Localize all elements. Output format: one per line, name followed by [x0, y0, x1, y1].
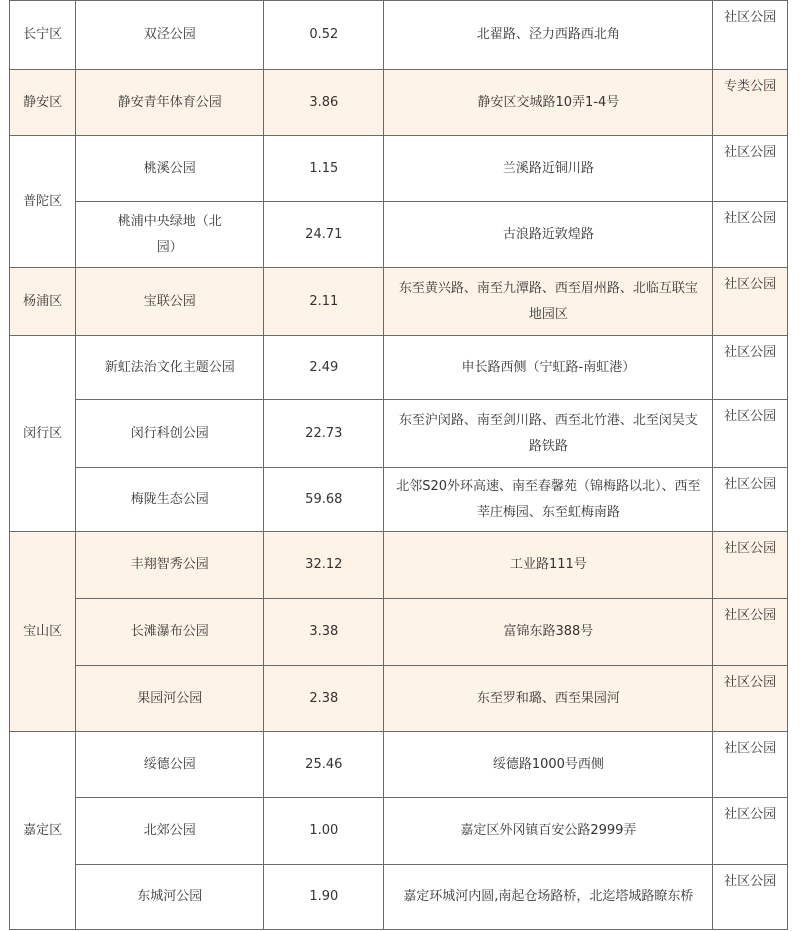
location-cell: 申长路西侧（宁虹路-南虹港） — [384, 336, 713, 400]
table-row — [10, 532, 788, 599]
location-cell: 兰溪路近铜川路 — [384, 136, 713, 202]
area-cell: 2.49 — [264, 336, 384, 400]
park-name-cell: 桃浦中央绿地（北园） — [76, 202, 264, 268]
park-type-cell: 社区公园 — [713, 202, 788, 268]
park-name-cell: 静安青年体育公园 — [76, 70, 264, 136]
table-row — [10, 468, 788, 532]
area-cell: 3.86 — [264, 70, 384, 136]
location-cell: 富锦东路388号 — [384, 599, 713, 666]
district-cell: 普陀区 — [10, 136, 76, 268]
park-type-cell: 社区公园 — [713, 136, 788, 202]
park-name-cell: 东城河公园 — [76, 865, 264, 930]
park-name-cell: 宝联公园 — [76, 268, 264, 336]
area-cell: 0.52 — [264, 1, 384, 70]
park-name-cell: 果园河公园 — [76, 666, 264, 732]
area-cell: 1.90 — [264, 865, 384, 930]
park-name-cell: 北郊公园 — [76, 798, 264, 865]
parks-table — [9, 0, 788, 930]
area-cell: 2.11 — [264, 268, 384, 336]
area-cell: 3.38 — [264, 599, 384, 666]
table-row — [10, 798, 788, 865]
park-type-cell: 社区公园 — [713, 1, 788, 70]
location-cell: 绥德路1000号西侧 — [384, 732, 713, 798]
park-type-cell: 社区公园 — [713, 865, 788, 930]
district-cell: 静安区 — [10, 70, 76, 136]
location-cell: 东至沪闵路、南至剑川路、西至北竹港、北至闵吴支路铁路 — [384, 400, 713, 468]
park-type-cell: 社区公园 — [713, 798, 788, 865]
park-name-cell: 绥德公园 — [76, 732, 264, 798]
table-row — [10, 865, 788, 930]
park-name-cell: 闵行科创公园 — [76, 400, 264, 468]
district-cell: 杨浦区 — [10, 268, 76, 336]
area-cell: 25.46 — [264, 732, 384, 798]
location-cell: 古浪路近敦煌路 — [384, 202, 713, 268]
table-row — [10, 666, 788, 732]
park-name-cell: 长滩瀑布公园 — [76, 599, 264, 666]
table-row — [10, 400, 788, 468]
area-cell: 2.38 — [264, 666, 384, 732]
location-cell: 嘉定环城河内圆,南起仓场路桥，北迄塔城路瞭东桥 — [384, 865, 713, 930]
location-cell: 北邻S20外环高速、南至春馨苑（锦梅路以北）、西至莘庄梅园、东至虹梅南路 — [384, 468, 713, 532]
location-cell: 静安区交城路10弄1-4号 — [384, 70, 713, 136]
area-cell: 22.73 — [264, 400, 384, 468]
park-name-cell: 梅陇生态公园 — [76, 468, 264, 532]
park-type-cell: 社区公园 — [713, 666, 788, 732]
table-row — [10, 70, 788, 136]
area-cell: 32.12 — [264, 532, 384, 599]
park-type-cell: 专类公园 — [713, 70, 788, 136]
park-type-cell: 社区公园 — [713, 268, 788, 336]
park-type-cell: 社区公园 — [713, 336, 788, 400]
park-type-cell: 社区公园 — [713, 532, 788, 599]
location-cell: 东至黄兴路、南至九潭路、西至眉州路、北临互联宝地园区 — [384, 268, 713, 336]
district-cell: 嘉定区 — [10, 732, 76, 930]
park-name-cell: 双泾公园 — [76, 1, 264, 70]
location-cell: 北翟路、泾力西路西北角 — [384, 1, 713, 70]
park-type-cell: 社区公园 — [713, 468, 788, 532]
table-row — [10, 136, 788, 202]
park-type-cell: 社区公园 — [713, 732, 788, 798]
district-cell: 闵行区 — [10, 336, 76, 532]
area-cell: 24.71 — [264, 202, 384, 268]
table-row — [10, 732, 788, 798]
table-row — [10, 202, 788, 268]
district-cell: 宝山区 — [10, 532, 76, 732]
park-type-cell: 社区公园 — [713, 599, 788, 666]
table-row — [10, 336, 788, 400]
park-type-cell: 社区公园 — [713, 400, 788, 468]
area-cell: 1.00 — [264, 798, 384, 865]
location-cell: 嘉定区外冈镇百安公路2999弄 — [384, 798, 713, 865]
location-cell: 东至罗和璐、西至果园河 — [384, 666, 713, 732]
table-row — [10, 1, 788, 70]
park-name-cell: 丰翔智秀公园 — [76, 532, 264, 599]
area-cell: 59.68 — [264, 468, 384, 532]
table-row — [10, 268, 788, 336]
park-name-cell: 新虹法治文化主题公园 — [76, 336, 264, 400]
area-cell: 1.15 — [264, 136, 384, 202]
district-cell: 长宁区 — [10, 1, 76, 70]
table-row — [10, 599, 788, 666]
park-name-cell: 桃溪公园 — [76, 136, 264, 202]
location-cell: 工业路111号 — [384, 532, 713, 599]
